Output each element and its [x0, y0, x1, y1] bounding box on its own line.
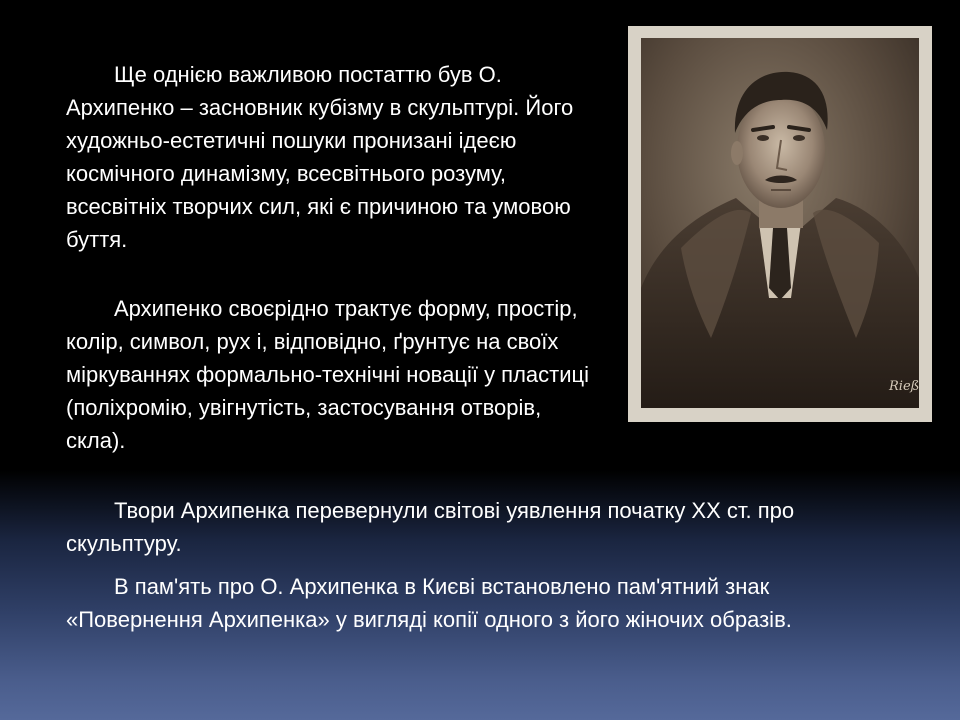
paragraph-archipenko-form: Архипенко своєрідно трактує форму, простір, колір, символ, рух і, відповідно, ґрунтує на своїх міркуваннях формально-технічні новації у пластиці (поліхромію, увігнутість, застосування отворів, скла). [66, 296, 590, 453]
paragraph-archipenko-intro: Ще однією важливою постаттю був О. Архипенко – засновник кубізму в скульптурі. Його художньо-естетичні пошуки пронизані ідеєю космічного динамізму, всесвітнього розуму, всесвітніх творчих сил, які є причиною та умовою буття. [66, 62, 574, 252]
portrait-photo [641, 38, 919, 408]
portrait-photo-frame [628, 26, 932, 422]
photo-signature: Rieß [889, 379, 919, 394]
paragraph-archipenko-impact: Твори Архипенка перевернули світові уявлення початку ХХ ст. про скульптуру. [66, 498, 795, 556]
paragraph-archipenko-memorial: В пам'ять про О. Архипенка в Києві встановлено пам'ятний знак «Повернення Архипенка» у вигляді копії одного з його жіночих образів. [66, 574, 792, 632]
